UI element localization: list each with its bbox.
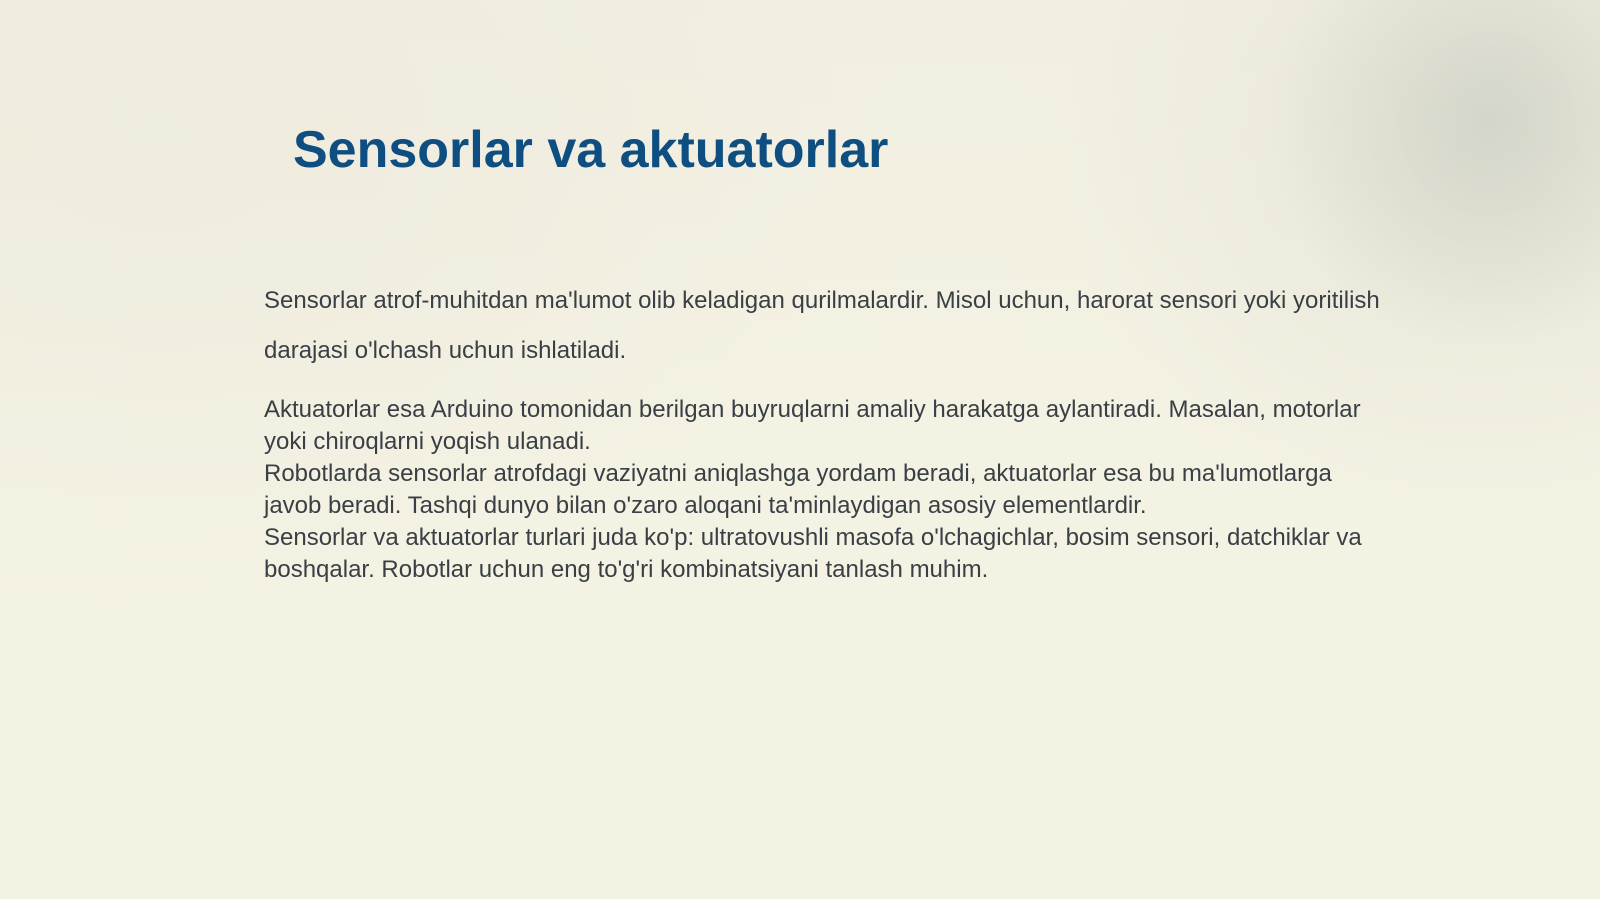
slide-title: Sensorlar va aktuatorlar	[293, 121, 889, 179]
slide-body	[264, 276, 1384, 586]
paragraph-actuators: Aktuatorlar esa Arduino tomonidan berilgan buyruqlarni amaliy harakatga aylantiradi. Masalan, motorlar yoki chiroqlarni yoqish ulanadi.	[264, 396, 1361, 455]
paragraph-sensors: Sensorlar atrof-muhitdan ma'lumot olib keladigan qurilmalardir. Misol uchun, harorat sensori yoki yoritilish darajasi o'lchash uchun ishlatiladi.	[264, 287, 1380, 364]
paragraph-types: Sensorlar va aktuatorlar turlari juda ko'p: ultratovushli masofa o'lchagichlar, bosim sensori, datchiklar va boshqalar. Robotlar uchun eng to'g'ri kombinatsiyani tanlash muhim.	[264, 524, 1362, 583]
paragraph-robots: Robotlarda sensorlar atrofdagi vaziyatni aniqlashga yordam beradi, aktuatorlar esa bu ma'lumotlarga javob beradi. Tashqi dunyo bilan o'zaro aloqani ta'minlaydigan asosiy elementlardir.	[264, 460, 1332, 519]
